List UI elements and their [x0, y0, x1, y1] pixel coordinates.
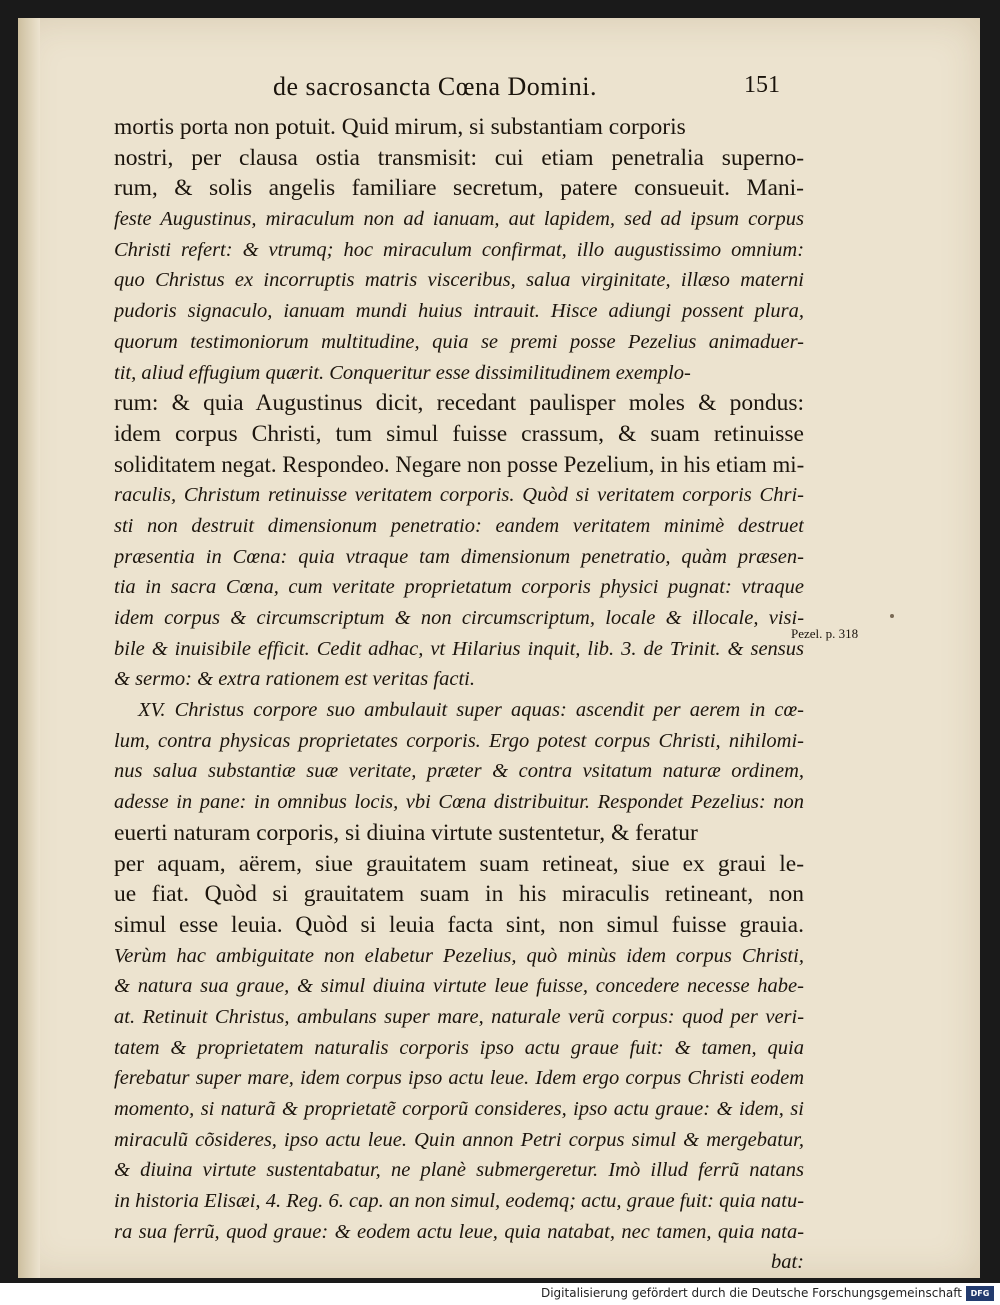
- text-line: simul esse leuia. Quòd si leuia facta sint, non simul fuisse grauia.: [114, 911, 804, 938]
- running-title: de sacrosancta Cœna Domini.: [273, 72, 597, 101]
- text-line: idem corpus Christi, tum simul fuisse crassum, & suam retinuisse: [114, 420, 804, 447]
- text-line: ue fiat. Quòd si grauitatem suam in his miraculis retineant, non: [114, 881, 804, 908]
- text-line: adesse in pane: in omnibus locis, vbi Cœna distribuitur. Respondet Pezelius: non: [114, 791, 804, 814]
- text-line: tit, aliud effugium quærit. Conqueritur esse dissimilitudinem exemplo-: [114, 361, 691, 384]
- text-line: bat:: [770, 1251, 804, 1274]
- text-line: feste Augustinus, miraculum non ad ianuam, aut lapidem, sed ad ipsum corpus: [114, 208, 804, 231]
- page-number: 151: [744, 72, 780, 98]
- text-line: raculis, Christum retinuisse veritatem corporis. Quòd si veritatem corporis Chri-: [114, 484, 804, 507]
- text-line: tia in sacra Cœna, cum veritate proprietatum corporis physici pugnat: vtraque: [114, 576, 804, 599]
- text-line: & diuina virtute sustentabatur, ne planè submergeretur. Imò illud ferrũ natans: [114, 1159, 804, 1182]
- text-line: miraculũ cõsideres, ipso actu leue. Quin annon Petri corpus simul & mergebatur,: [114, 1128, 804, 1151]
- text-line: quo Christus ex incorruptis matris visceribus, salua virginitate, illæso materni: [114, 269, 804, 292]
- text-line: pudoris signaculo, ianuam mundi huius intrauit. Hisce adiungi possent plura,: [114, 300, 804, 323]
- text-line: præsentia in Cœna: quia vtraque tam dimensionum penetratio, quàm præsen-: [114, 545, 804, 568]
- text-line: ferebatur super mare, idem corpus ipso actu leue. Idem ergo corpus Christi eodem: [114, 1067, 804, 1090]
- footer-credit: Digitalisierung gefördert durch die Deutsche Forschungsgemeinschaft: [540, 1286, 962, 1300]
- margin-note: Pezel. p. 318: [791, 626, 859, 641]
- text-line: XV. Christus corpore suo ambulauit super aquas: ascendit per aerem in cœ-: [138, 699, 804, 722]
- text-line: tatem & proprietatem naturalis corporis ipso actu graue fuit: & tamen, quia: [114, 1036, 804, 1059]
- dfg-logo: DFG: [966, 1286, 994, 1301]
- text-line: ra sua ferrũ, quod graue: & eodem actu leue, quia natabat, nec tamen, quia nata-: [114, 1220, 804, 1243]
- text-line: nostri, per clausa ostia transmisit: cui etiam penetralia superno-: [114, 144, 804, 171]
- text-line: mortis porta non potuit. Quid mirum, si substantiam corporis: [114, 114, 686, 140]
- page-gutter-shadow: [18, 18, 40, 1278]
- text-line: Christi refert: & vtrumq; hoc miraculum confirmat, illo augustissimo omnium:: [114, 238, 804, 261]
- text-line: euerti naturam corporis, si diuina virtute sustentetur, & feratur: [114, 819, 698, 846]
- digitization-footer: [0, 1283, 1000, 1305]
- text-line: soliditatem negat. Respondeo. Negare non posse Pezelium, in his etiam mi-: [114, 451, 804, 478]
- text-line: & natura sua graue, & simul diuina virtute leue fuisse, concedere necesse habe-: [114, 975, 804, 998]
- body-text: [114, 112, 804, 1278]
- book-page: [18, 18, 980, 1278]
- text-line: in historia Elisæi, 4. Reg. 6. cap. an non simul, eodemq; actu, graue fuit: quia natu-: [114, 1190, 804, 1213]
- running-head: [18, 72, 980, 108]
- text-line: quorum testimoniorum multitudine, quia se premi posse Pezelius animaduer-: [114, 330, 804, 353]
- text-line: idem corpus & circumscriptum & non circumscriptum, locale & illocale, visi-: [114, 607, 804, 629]
- text-line: sti non destruit dimensionum penetratio: eandem veritatem minimè destruet: [114, 514, 804, 537]
- text-line: nus salua substantiæ suæ veritate, præter & contra vsitatum naturæ ordinem,: [114, 760, 804, 783]
- text-line: per aquam, aërem, siue grauitatem suam retineat, siue ex graui le-: [114, 850, 804, 877]
- text-line: rum: & quia Augustinus dicit, recedant paulisper moles & pondus:: [114, 390, 804, 417]
- text-line: & sermo: & extra rationem est veritas facti.: [114, 668, 475, 691]
- text-line: bile & inuisibile efficit. Cedit adhac, vt Hilarius inquit, lib. 3. de Trinit. & sensus: [114, 637, 804, 660]
- text-line: lum, contra physicas proprietates corporis. Ergo potest corpus Christi, nihilomi-: [114, 729, 804, 752]
- text-line: rum, & solis angelis familiare secretum, patere consueuit. Mani-: [114, 175, 804, 202]
- margin-ink-mark: [890, 614, 894, 618]
- text-line: Verùm hac ambiguitate non elabetur Pezelius, quò minùs idem corpus Christi,: [114, 944, 804, 967]
- text-line: momento, si naturã & proprietatẽ corporũ consideres, ipso actu graue: & idem, si: [114, 1098, 804, 1120]
- text-line: at. Retinuit Christus, ambulans super mare, naturale verũ corpus: quod per veri-: [114, 1005, 804, 1028]
